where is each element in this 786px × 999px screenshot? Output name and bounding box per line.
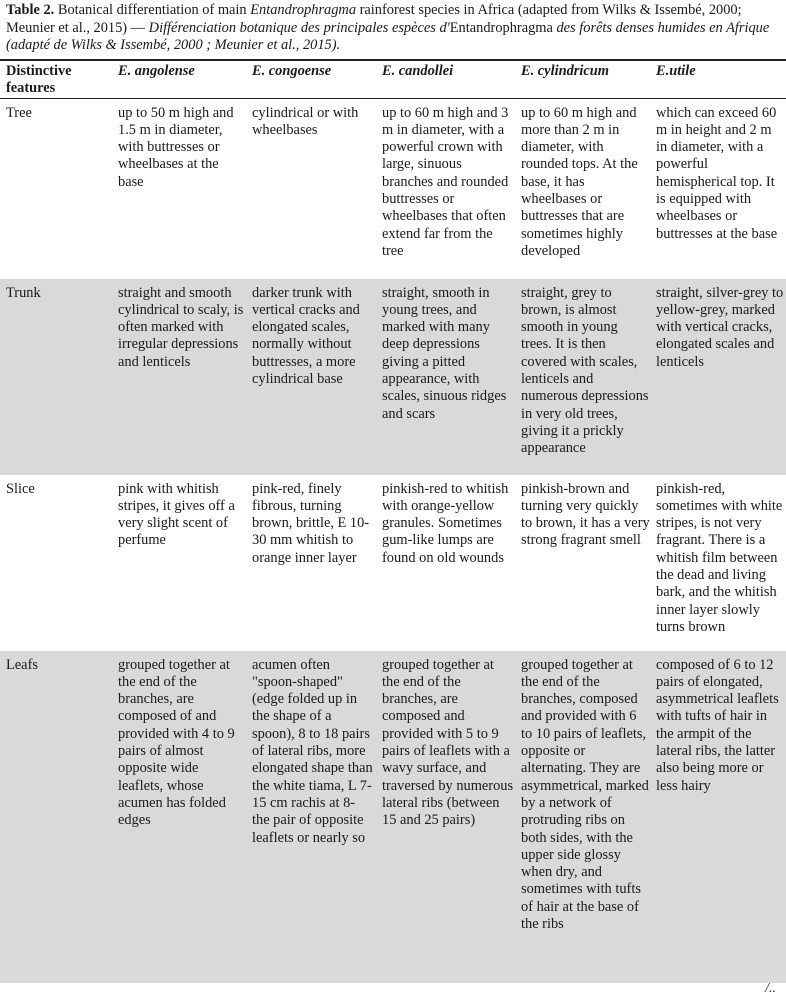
table-cell: acumen often "spoon-shaped" (edge folded up in the shape of a spoon), 8 to 18 pairs of lateral ribs, more elongated shape than the white tiama, L 7-15 cm rachis at 8- the pair of opposite leaflets or nearly so [246, 651, 376, 983]
caption-french-genus: Entandrophragma [449, 19, 553, 36]
table-cell: straight, grey to brown, is almost smooth in young trees. It is then covered with scales, lenticels and numerous depressions in very old trees, giving it a prickly appearance [515, 279, 650, 475]
table-row [0, 279, 786, 475]
header-row [0, 61, 786, 98]
caption-text-before: Botanical differentiation of main [54, 2, 251, 18]
table-cell: up to 60 m high and more than 2 m in diameter, with rounded tops. At the base, it has wheelbases or buttresses that are sometimes highly developed [521, 104, 638, 259]
table-caption [6, 2, 780, 55]
table-cell: up to 60 m high and 3 m in diameter, with a powerful crown with large, sinuous branches and rounded buttresses or wheelbases that often extend far from the tree [382, 104, 509, 259]
row-feature: Slice [6, 480, 35, 497]
caption-label: Table 2. [6, 2, 55, 18]
table-cell: pinkish-brown and turning very quickly to brown, it has a very strong fragrant smell [521, 480, 650, 549]
table-row [0, 98, 786, 279]
table-cell: composed of 6 to 12 pairs of elongated, asymmetrical leaflets with tufts of hair in the armpit of the lateral ribs, the latter also being more or less hairy [650, 651, 786, 983]
table-cell: cylindrical or with wheelbases [252, 104, 359, 138]
table-cell: grouped together at the end of the branches, are composed of and provided with 4 to 9 pairs of almost opposite wide leaflets, whose acumen has folded edges [112, 651, 246, 983]
species-table-wrapper [0, 59, 786, 983]
caption-french-1: Différenciation botanique des principales espèces d' [148, 19, 450, 36]
table-cell: darker trunk with vertical cracks and elongated scales, normally without buttresses, a more cylindrical base [246, 279, 376, 475]
table-row [0, 475, 786, 651]
table-cell: grouped together at the end of the branches, composed and provided with 6 to 10 pairs of leaflets, opposite or alternating. They are asymmetrical, marked by a network of protruding ribs on both sides, with the upper side glossy when dry, and sometimes with tufts of hair at the base of the ribs [515, 651, 650, 983]
table-cell: straight, silver-grey to yellow-grey, marked with vertical cracks, elongated scales and lenticels [650, 279, 786, 475]
caption-text-after: rainforest species in Africa (adapted from Wilks & Issembé, 2000; Meunier et al., 2015) — [6, 2, 742, 36]
caption-french-2: des forêts denses humides en Afrique (adapté de Wilks & Issembé, 2000 ; Meunier et al., 2015). [6, 19, 770, 53]
table-cell: grouped together at the end of the branches, are composed and provided with 5 to 9 pairs of leaflets with a wavy surface, and traversed by numerous lateral ribs (between 15 and 25 pairs) [376, 651, 515, 983]
table-cell: which can exceed 60 m in height and 2 m in diameter, with a powerful hemispherical top. It is equipped with wheelbases or buttresses at the base [656, 104, 778, 242]
header-candollei: E. candollei [376, 61, 515, 98]
header-congoense: E. congoense [246, 61, 376, 98]
table-cell: pinkish-red, sometimes with white stripes, is not very fragrant. There is a whitish film between the dead and living bark, and the whitish inner layer slowly turns brown [656, 480, 783, 635]
table-row [0, 651, 786, 983]
table-cell: up to 50 m high and 1.5 m in diameter, with buttresses or wheelbases at the base [118, 104, 234, 190]
table-cell: pinkish-red to whitish with orange-yellow granules. Sometimes gum-like lumps are found on old wounds [382, 480, 509, 566]
table-cell: pink with whitish stripes, it gives off a very slight scent of perfume [118, 480, 235, 549]
header-cylindricum: E. cylindricum [515, 61, 650, 98]
table-cell: straight, smooth in young trees, and marked with many deep depressions giving a pitted appearance, with scales, sinuous ridges and scars [376, 279, 515, 475]
table-cell: straight and smooth cylindrical to scaly, is often marked with irregular depressions and lenticels [112, 279, 246, 475]
row-feature: Leafs [0, 651, 112, 983]
row-feature: Trunk [0, 279, 112, 475]
row-feature: Tree [6, 104, 32, 121]
header-features: Distinctive features [0, 61, 112, 98]
header-angolense: E. angolense [112, 61, 246, 98]
species-table [0, 61, 786, 983]
page-continuation-mark: /.. [765, 981, 776, 996]
caption-genus: Entandrophragma [250, 2, 357, 18]
header-utile: E.utile [650, 61, 786, 98]
table-cell: pink-red, finely fibrous, turning brown, brittle, E 10-30 mm whitish to orange inner layer [252, 480, 370, 566]
